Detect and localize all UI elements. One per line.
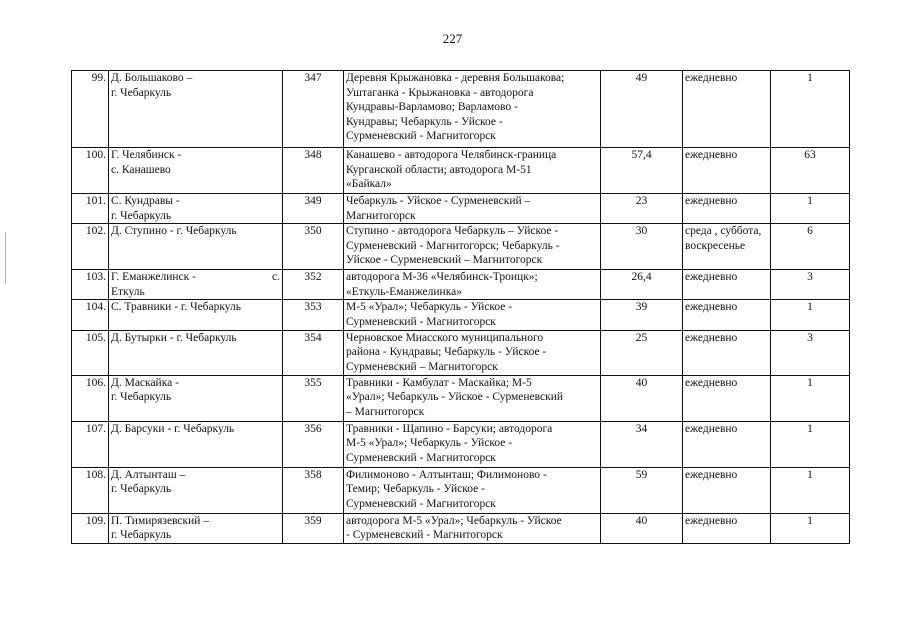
route-path-line: Чебаркуль - Уйское - Сурменевский – xyxy=(346,195,531,207)
route-trips: 3 xyxy=(771,330,850,375)
route-path-line: автодорога М-36 «Челябинск-Троицк»; xyxy=(346,271,538,284)
route-path-line: М-5 «Урал»; Чебаркуль - Уйское - xyxy=(346,301,513,314)
route-name-line: Г. Челябинск - xyxy=(111,149,182,161)
route-name-line: г. Чебаркуль xyxy=(111,529,172,542)
route-name-line: г. Чебаркуль xyxy=(111,86,172,99)
route-name xyxy=(109,513,283,543)
route-code: 355 xyxy=(283,375,344,421)
route-name xyxy=(109,421,283,467)
route-path xyxy=(344,300,601,330)
row-number: 105. xyxy=(72,330,109,375)
route-path-line: Черновское Миасского муниципального xyxy=(346,331,544,344)
table-row xyxy=(72,194,850,224)
route-trips: 1 xyxy=(771,375,850,421)
route-name-line: г. Чебаркуль xyxy=(111,209,172,222)
route-frequency-line: ежедневно xyxy=(685,301,738,314)
route-code: 353 xyxy=(283,300,344,330)
route-path xyxy=(344,513,601,543)
route-path xyxy=(344,270,601,300)
route-name-line: Д. Маскайка - xyxy=(111,376,179,389)
route-path-line: М-5 «Урал»; Чебаркуль - Уйское - xyxy=(346,437,513,450)
row-number: 101. xyxy=(72,194,109,224)
row-number: 102. xyxy=(72,224,109,270)
route-name-line: Д. Алтынташ – xyxy=(111,468,186,481)
route-frequency xyxy=(683,513,771,543)
route-trips: 63 xyxy=(771,148,850,194)
route-frequency xyxy=(683,375,771,421)
route-path-line: автодорога М-5 «Урал»; Чебаркуль - Уйское xyxy=(346,514,562,527)
bus-routes-table xyxy=(71,70,850,544)
route-frequency-line: ежедневно xyxy=(685,376,738,389)
route-name-line: Д. Бутырки - г. Чебаркуль xyxy=(111,331,237,344)
route-code: 350 xyxy=(283,224,344,270)
scan-margin-mark xyxy=(5,232,6,284)
table-row xyxy=(72,224,850,270)
route-frequency xyxy=(683,148,771,194)
route-path-line: Уйское - Сурменевский – Магнитогорск xyxy=(346,254,543,267)
route-path-line: – Магнитогорск xyxy=(346,405,425,418)
route-path-line: Канашево - автодорога Челябинск-граница xyxy=(346,149,557,161)
route-path-line: Сурменевский - Магнитогорск xyxy=(346,130,496,143)
table-row xyxy=(72,270,850,300)
route-name-line: г. Чебаркуль xyxy=(111,483,172,496)
route-frequency xyxy=(683,300,771,330)
route-frequency xyxy=(683,194,771,224)
route-path xyxy=(344,375,601,421)
route-distance: 57,4 xyxy=(601,148,683,194)
route-path-line: Ступино - автодорога Чебаркуль – Уйское - xyxy=(346,225,559,238)
table-row xyxy=(72,467,850,513)
route-trips: 3 xyxy=(771,270,850,300)
route-name xyxy=(109,224,283,270)
route-path-line: Сурменевский - Магнитогорск xyxy=(346,315,496,328)
route-frequency-line: ежедневно xyxy=(685,514,738,527)
route-frequency xyxy=(683,467,771,513)
route-path-line: Сурменевский - Магнитогорск xyxy=(346,451,496,464)
route-name-line: Еткуль xyxy=(111,285,145,298)
route-frequency xyxy=(683,330,771,375)
route-trips: 1 xyxy=(771,300,850,330)
row-number: 104. xyxy=(72,300,109,330)
table-row xyxy=(72,513,850,543)
route-path-line: Сурменевский - Магнитогорск xyxy=(346,497,496,510)
route-name-line: с. Канашево xyxy=(111,163,171,176)
route-path-line: Магнитогорск xyxy=(346,209,416,222)
route-path-line: - Сурменевский - Магнитогорск xyxy=(346,529,503,542)
route-frequency-line: воскресенье xyxy=(685,239,746,252)
route-path-line: Деревня Крыжановка - деревня Большакова; xyxy=(346,72,565,84)
route-name xyxy=(109,330,283,375)
row-number: 107. xyxy=(72,421,109,467)
route-path-line: «Байкал» xyxy=(346,178,392,191)
route-distance: 49 xyxy=(601,71,683,148)
route-name xyxy=(109,270,283,300)
route-distance: 23 xyxy=(601,194,683,224)
route-path-line: «Урал»; Чебаркуль - Уйское - Сурменевский xyxy=(346,391,564,404)
route-frequency-line: ежедневно xyxy=(685,422,738,435)
route-code: 352 xyxy=(283,270,344,300)
route-frequency xyxy=(683,270,771,300)
route-path-line: Кундравы-Варламово; Варламово - xyxy=(346,101,518,114)
route-path-line: Травники - Камбулат - Маскайка; М-5 xyxy=(346,376,532,389)
route-trips: 1 xyxy=(771,513,850,543)
route-distance: 34 xyxy=(601,421,683,467)
route-trips: 1 xyxy=(771,467,850,513)
route-path-line: Травники - Щапино - Барсуки; автодорога xyxy=(346,422,553,435)
route-path-line: Кундравы; Чебаркуль - Уйское - xyxy=(346,115,503,128)
route-trips: 1 xyxy=(771,421,850,467)
route-distance: 40 xyxy=(601,513,683,543)
route-name xyxy=(109,194,283,224)
row-number: 106. xyxy=(72,375,109,421)
route-distance: 39 xyxy=(601,300,683,330)
route-path-line: «Еткуль-Еманжелинка» xyxy=(346,285,462,298)
route-name-line: П. Тимирязевский – xyxy=(111,514,210,527)
route-frequency-line: среда , суббота, xyxy=(685,225,762,238)
route-distance: 30 xyxy=(601,224,683,270)
route-trips: 1 xyxy=(771,194,850,224)
route-name-part: Г. Еманжелинск - xyxy=(111,271,196,284)
route-name-line: С. Травники - г. Чебаркуль xyxy=(111,301,242,314)
route-frequency-line: ежедневно xyxy=(685,149,738,161)
route-path xyxy=(344,194,601,224)
route-path xyxy=(344,421,601,467)
table-body xyxy=(72,71,850,544)
table-row xyxy=(72,375,850,421)
route-name-line: С. Кундравы - xyxy=(111,195,180,207)
row-number: 109. xyxy=(72,513,109,543)
route-name-part: с. xyxy=(272,271,280,284)
route-code: 356 xyxy=(283,421,344,467)
route-frequency-line: ежедневно xyxy=(685,271,738,284)
route-path-line: Филимоново - Алтынташ; Филимоново - xyxy=(346,468,547,481)
route-trips: 1 xyxy=(771,71,850,148)
row-number: 99. xyxy=(72,71,109,148)
route-distance: 25 xyxy=(601,330,683,375)
route-name xyxy=(109,375,283,421)
table-row xyxy=(72,71,850,148)
route-name xyxy=(109,300,283,330)
route-frequency-line: ежедневно xyxy=(685,72,738,84)
route-code: 348 xyxy=(283,148,344,194)
route-trips: 6 xyxy=(771,224,850,270)
route-name xyxy=(109,71,283,148)
route-path xyxy=(344,148,601,194)
route-code: 349 xyxy=(283,194,344,224)
route-path xyxy=(344,467,601,513)
route-frequency-line: ежедневно xyxy=(685,331,738,344)
route-frequency xyxy=(683,421,771,467)
route-code: 358 xyxy=(283,467,344,513)
row-number: 103. xyxy=(72,270,109,300)
table-row xyxy=(72,300,850,330)
route-name-line: Д. Барсуки - г. Чебаркуль xyxy=(111,422,235,435)
route-frequency xyxy=(683,71,771,148)
route-path-line: района - Кундравы; Чебаркуль - Уйское - xyxy=(346,346,547,359)
route-distance: 59 xyxy=(601,467,683,513)
route-name xyxy=(109,148,283,194)
route-name-line: г. Чебаркуль xyxy=(111,391,172,404)
page-number: 227 xyxy=(442,31,463,46)
table-row xyxy=(72,148,850,194)
row-number: 100. xyxy=(72,148,109,194)
route-path-line: Уштаганка - Крыжановка - автодорога xyxy=(346,86,534,99)
route-path-line: Темир; Чебаркуль - Уйское - xyxy=(346,483,485,496)
route-path xyxy=(344,330,601,375)
route-name-line xyxy=(111,270,280,285)
route-frequency xyxy=(683,224,771,270)
row-number: 108. xyxy=(72,467,109,513)
route-path-line: Сурменевский - Магнитогорск; Чебаркуль - xyxy=(346,239,560,252)
route-name-line: Д. Большаково – xyxy=(111,72,193,84)
table-row xyxy=(72,330,850,375)
route-frequency-line: ежедневно xyxy=(685,195,738,207)
table-row xyxy=(72,421,850,467)
route-code: 359 xyxy=(283,513,344,543)
route-code: 347 xyxy=(283,71,344,148)
route-name xyxy=(109,467,283,513)
route-frequency-line: ежедневно xyxy=(685,468,738,481)
route-path xyxy=(344,71,601,148)
route-distance: 26,4 xyxy=(601,270,683,300)
route-name-line: Д. Ступино - г. Чебаркуль xyxy=(111,225,237,238)
route-code: 354 xyxy=(283,330,344,375)
route-path-line: Сурменевский – Магнитогорск xyxy=(346,360,498,373)
route-path xyxy=(344,224,601,270)
route-path-line: Курганской области; автодорога М-51 xyxy=(346,163,532,176)
route-distance: 40 xyxy=(601,375,683,421)
